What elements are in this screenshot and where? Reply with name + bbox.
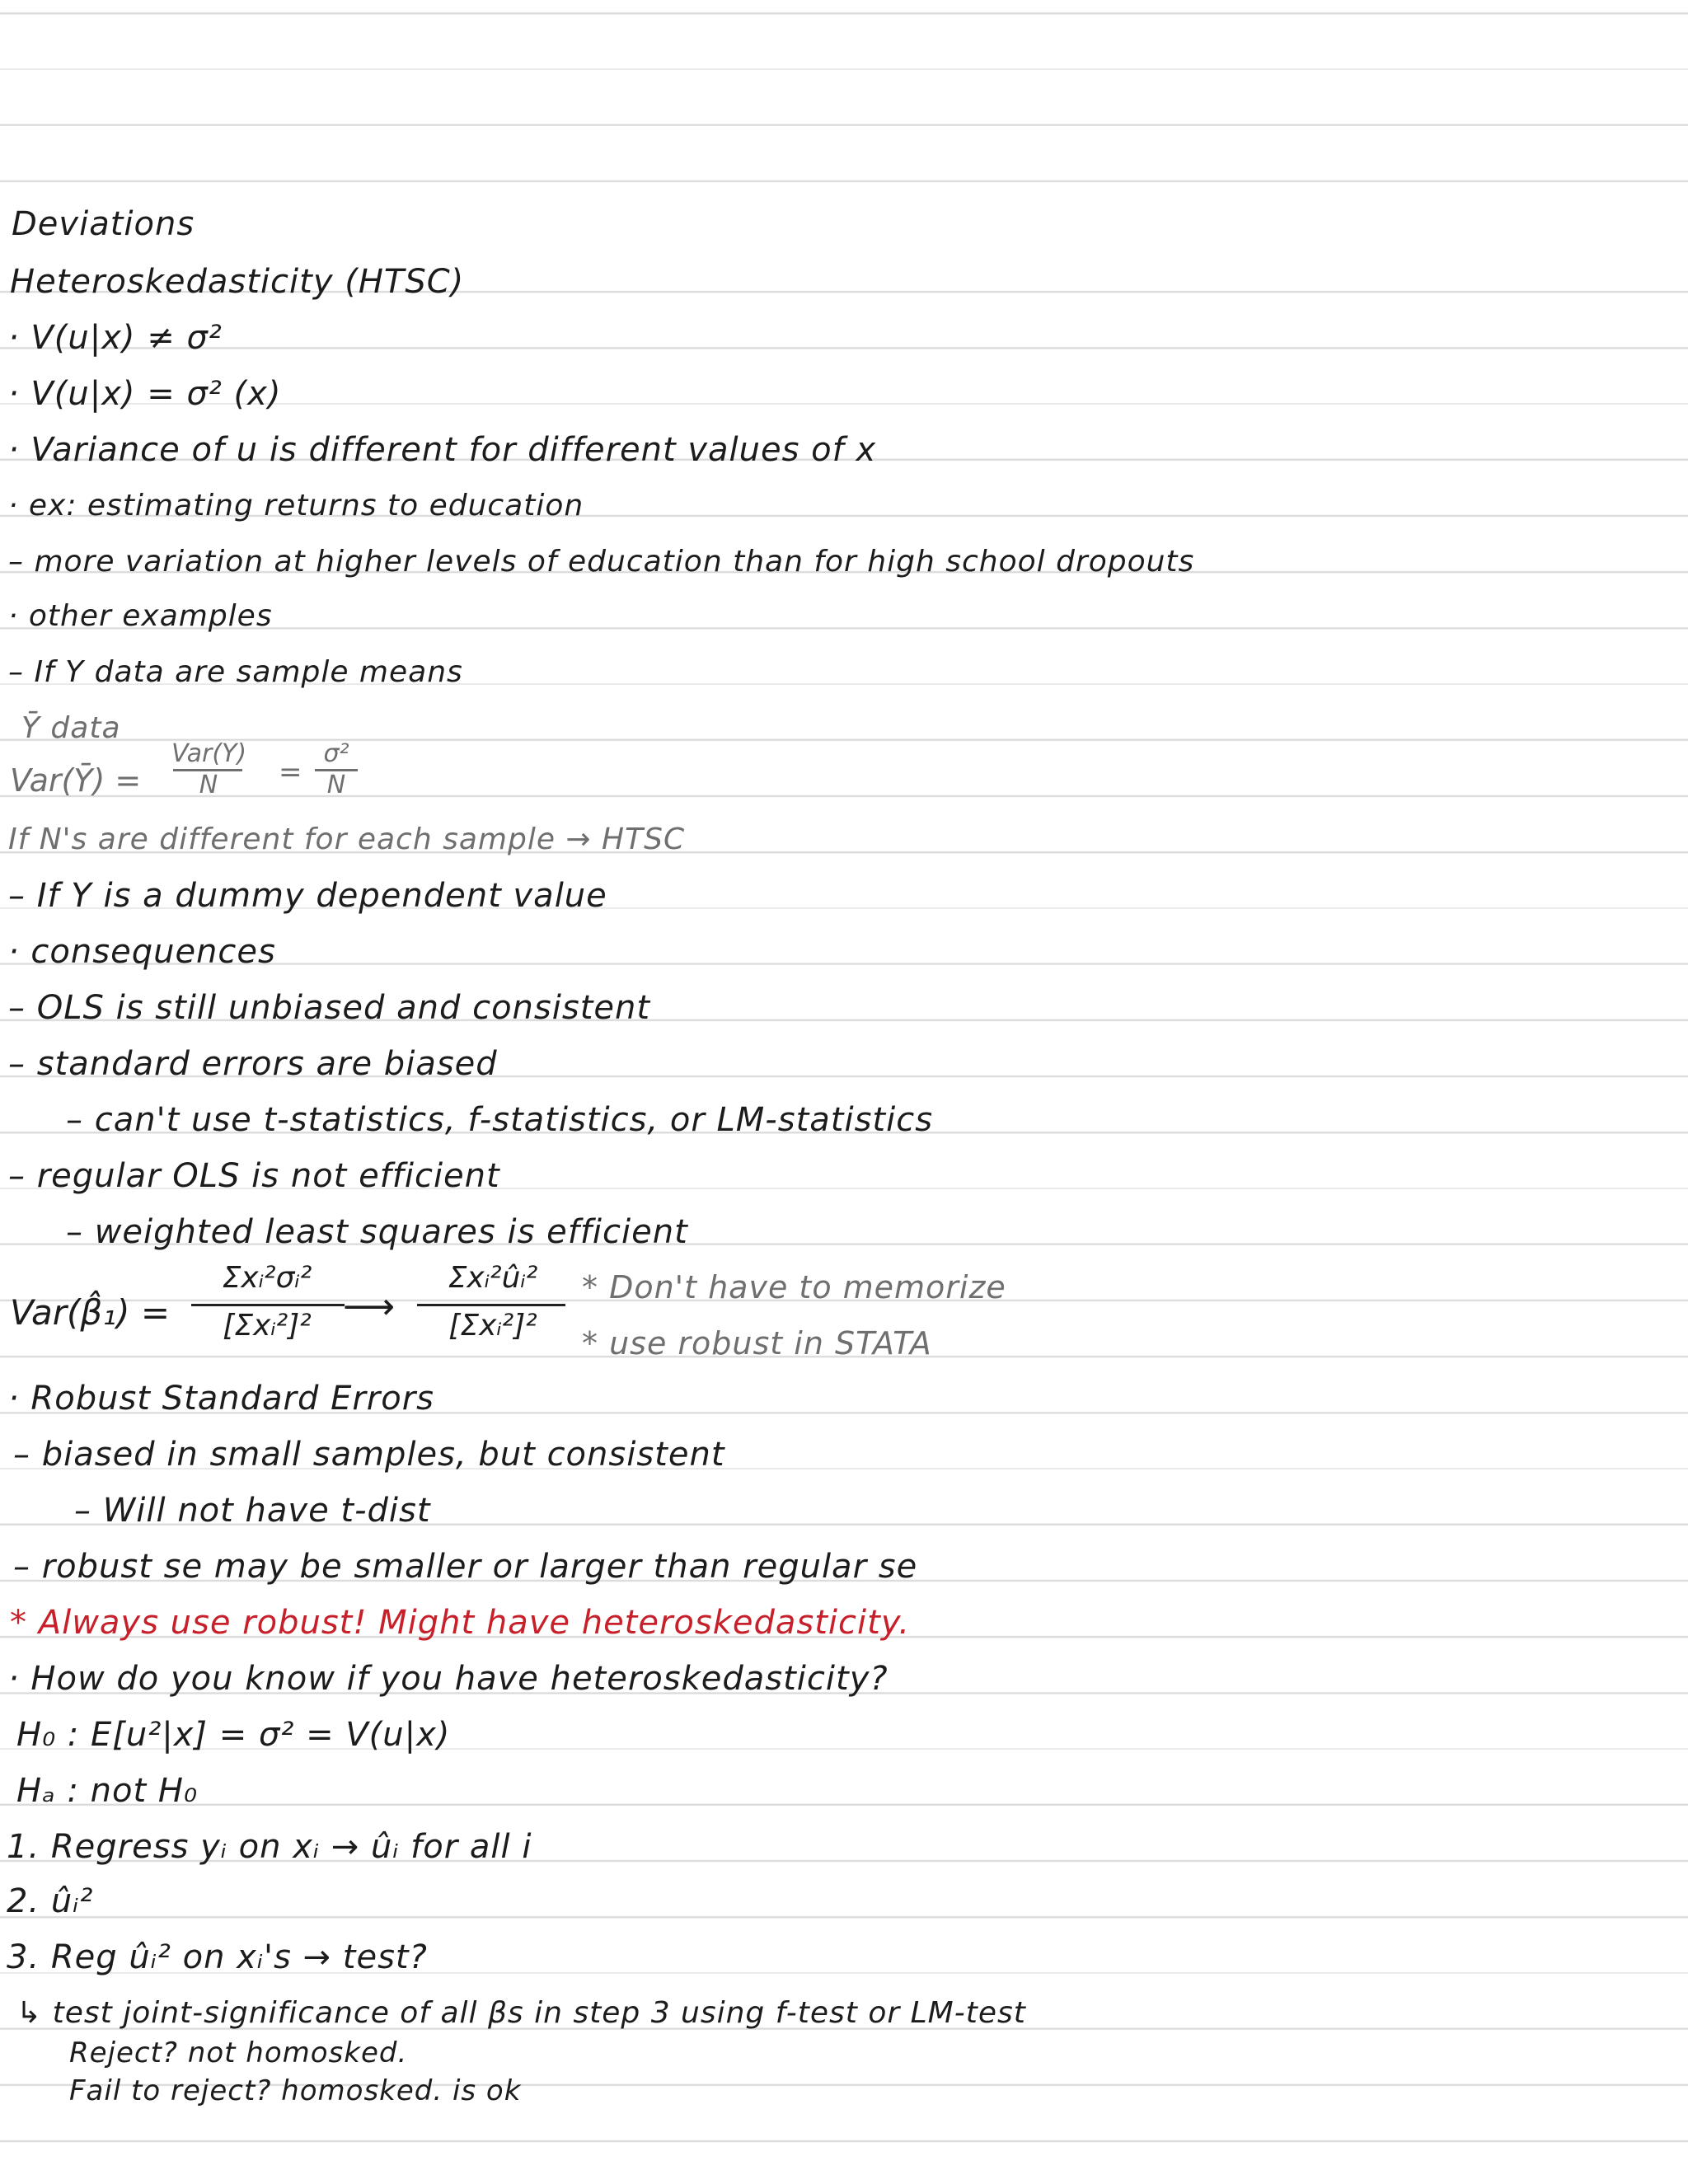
- fraction-bar: [191, 1304, 345, 1306]
- reject-note: Reject? not homosked.: [69, 2036, 408, 2069]
- note-line: Ȳ data: [21, 711, 121, 745]
- var-beta-den2: [Σxᵢ²]²: [448, 1309, 537, 1343]
- red-highlight-note: * Always use robust! Might have heteroskedasticity.: [10, 1604, 911, 1642]
- var-beta-num1: Σxᵢ²σᵢ²: [222, 1261, 312, 1295]
- note-line: – can't use t-statistics, f-statistics, or LM-statistics: [66, 1101, 934, 1139]
- note-line: · other examples: [8, 599, 273, 633]
- memorize-note: * Don't have to memorize: [582, 1269, 1006, 1305]
- note-line: – OLS is still unbiased and consistent: [8, 989, 651, 1027]
- note-line: · consequences: [8, 933, 276, 971]
- note-line: – If Y is a dummy dependent value: [8, 877, 607, 915]
- htsc-heading: Heteroskedasticity (HTSC): [10, 263, 465, 301]
- var-ybar-num1: Var(Y): [171, 739, 247, 768]
- var-beta-num2: Σxᵢ²ûᵢ²: [448, 1261, 538, 1295]
- section-heading: · Robust Standard Errors: [8, 1380, 434, 1418]
- fraction-bar: [417, 1304, 565, 1306]
- var-ybar-lhs: Var(Ȳ) =: [10, 762, 142, 799]
- alt-hypothesis: Hₐ : not H₀: [16, 1772, 198, 1810]
- step-3: 3. Reg ûᵢ² on xᵢ's → test?: [7, 1938, 428, 1976]
- var-ybar-formula: [10, 738, 422, 804]
- step-2: 2. ûᵢ²: [7, 1882, 94, 1920]
- note-line: · V(u|x) = σ² (x): [8, 375, 282, 413]
- fail-reject-note: Fail to reject? homosked. is ok: [69, 2074, 522, 2107]
- note-line: – If Y data are sample means: [8, 655, 463, 689]
- note-line: – weighted least squares is efficient: [66, 1213, 688, 1251]
- note-line: · ex: estimating returns to education: [8, 489, 584, 523]
- note-line: – biased in small samples, but consistent: [13, 1436, 725, 1474]
- question-line: · How do you know if you have heteroskedasticity?: [8, 1660, 889, 1698]
- stata-note: * use robust in STATA: [582, 1325, 932, 1361]
- null-hypothesis: H₀ : E[u²|x] = σ² = V(u|x): [16, 1716, 451, 1754]
- var-beta-formula: [10, 1261, 1081, 1376]
- page-title: Deviations: [12, 205, 195, 243]
- note-line: · Variance of u is different for different values of x: [8, 431, 877, 469]
- note-line: – robust se may be smaller or larger than regular se: [13, 1548, 918, 1586]
- note-line: If N's are different for each sample → HTSC: [8, 823, 686, 856]
- var-beta-arrow: ⟶: [343, 1286, 396, 1328]
- var-ybar-den2: N: [326, 771, 346, 799]
- note-line: – regular OLS is not efficient: [8, 1157, 500, 1195]
- test-note: ↳ test joint-significance of all βs in step 3 using f-test or LM-test: [16, 1996, 1026, 2030]
- var-beta-lhs: Var(β̂₁) =: [10, 1292, 171, 1333]
- note-line: · V(u|x) ≠ σ²: [8, 319, 223, 357]
- note-line: – Will not have t-dist: [74, 1492, 431, 1530]
- note-line: – standard errors are biased: [8, 1045, 498, 1083]
- var-beta-den1: [Σxᵢ²]²: [223, 1309, 312, 1343]
- step-1: 1. Regress yᵢ on xᵢ → ûᵢ for all i: [7, 1828, 532, 1866]
- var-ybar-num2: σ²: [323, 739, 349, 768]
- var-ybar-den1: N: [199, 771, 218, 799]
- note-line: – more variation at higher levels of education than for high school dropouts: [8, 545, 1195, 579]
- var-ybar-eq: =: [279, 756, 302, 789]
